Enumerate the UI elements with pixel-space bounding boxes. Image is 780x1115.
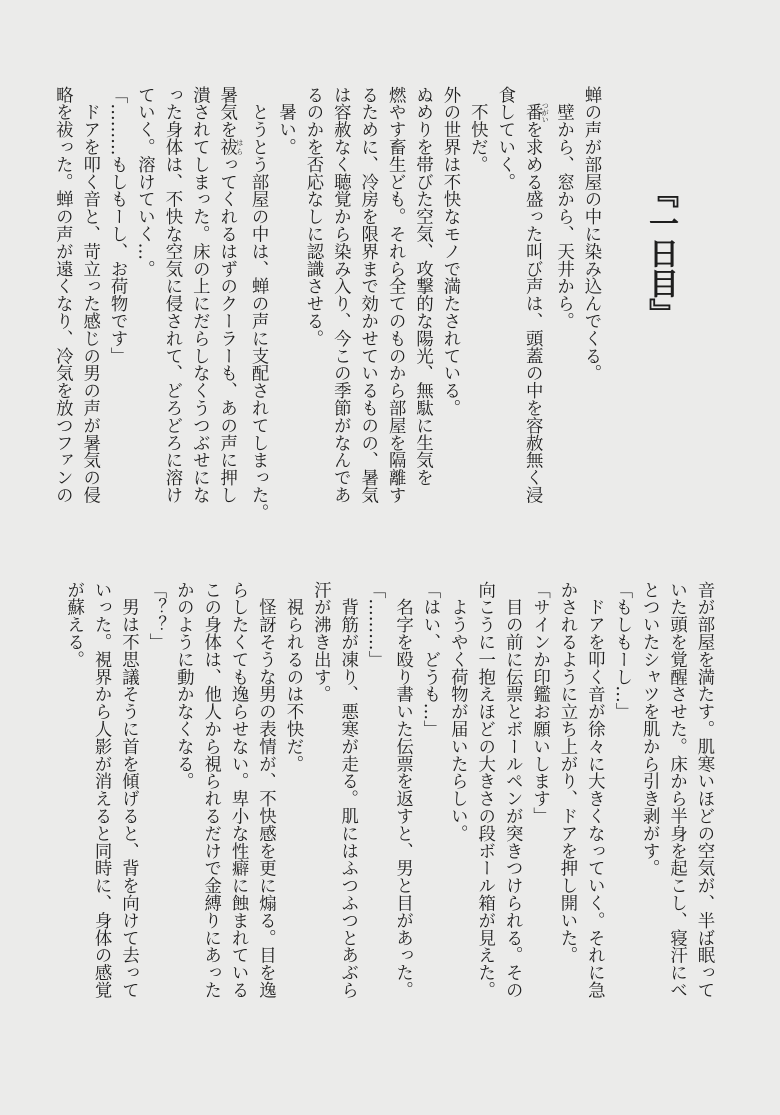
ruby-base: 祓 bbox=[216, 138, 237, 156]
ruby-base: 番 bbox=[522, 101, 543, 123]
text-line bbox=[75, 86, 102, 526]
text-line bbox=[580, 581, 607, 1011]
text-segment: 怪訝そうな男の表情が、不快感を更に煽る。目を逸 bbox=[255, 581, 276, 999]
text-segment: った身体は、不快な空気に侵されて、どろどろに溶け bbox=[161, 86, 182, 504]
text-line bbox=[388, 581, 415, 1011]
text-line bbox=[549, 86, 576, 526]
text-line bbox=[244, 86, 271, 526]
text-line bbox=[279, 581, 306, 1011]
text-segment: 「もしもーし…」 bbox=[611, 581, 632, 721]
text-segment: 燃やす畜生ども。それら全てのものから部屋を隔離す bbox=[385, 86, 406, 504]
text-segment: るために、冷房を限界まで効かせているものの、暑気 bbox=[357, 86, 378, 504]
ruby-reading: はら bbox=[235, 138, 244, 156]
text-line bbox=[662, 581, 689, 1011]
text-line bbox=[470, 581, 497, 1011]
ruby-word bbox=[522, 101, 550, 123]
text-line bbox=[196, 581, 223, 1011]
text-line bbox=[553, 581, 580, 1011]
text-line bbox=[498, 581, 525, 1011]
text-line bbox=[299, 86, 326, 526]
text-segment: 音が部屋を満たす。肌寒いほどの空気が、半ば眠って bbox=[694, 581, 714, 999]
text-segment: 背筋が凍り、悪寒が走る。肌にはふつふつとあぶら bbox=[337, 581, 358, 999]
text-segment: とうとう部屋の中は、蝉の声に支配されてしまった。 bbox=[248, 86, 269, 521]
text-segment: 向こうに一抱えほどの大きさの段ボール箱が見えた。 bbox=[474, 581, 495, 999]
text-block-bottom bbox=[59, 581, 717, 1011]
text-segment: ドアを叩く音が徐々に大きくなっていく。それに急 bbox=[584, 581, 605, 999]
text-segment: ていく。溶けていく…。 bbox=[134, 86, 155, 278]
text-line bbox=[635, 581, 662, 1011]
text-line bbox=[185, 86, 212, 526]
text-segment: 「？？」 bbox=[145, 581, 166, 651]
text-line bbox=[114, 581, 141, 1011]
text-line bbox=[408, 86, 435, 526]
text-segment: 「はい、どうも…」 bbox=[419, 581, 440, 738]
text-line bbox=[141, 581, 168, 1011]
ruby-word bbox=[216, 138, 244, 156]
text-segment: 潰されてしまった。床の上にだらしなくうつぶせにな bbox=[189, 86, 210, 504]
chapter-title: 『一日目』 bbox=[643, 178, 678, 328]
text-line bbox=[271, 86, 298, 526]
text-line bbox=[103, 86, 130, 526]
text-segment: 外の世界は不快なモノで満たされている。 bbox=[439, 86, 460, 417]
text-segment: ドアを叩く音と、苛立った感じの男の声が暑気の侵 bbox=[79, 86, 100, 504]
text-line bbox=[169, 581, 196, 1011]
text-block-top bbox=[48, 86, 604, 526]
text-segment: ぬめりを帯びた空気、攻撃的な陽光、無駄に生気を bbox=[412, 86, 433, 487]
text-line bbox=[690, 581, 717, 1011]
text-segment: この身体は、他人から視られるだけで金縛りにあった bbox=[200, 581, 221, 999]
text-segment: 「………もしもーし、お荷物です」 bbox=[107, 86, 128, 365]
text-segment: が蘇える。 bbox=[63, 581, 84, 668]
text-segment: かされるように立ち上がり、ドアを押し開いた。 bbox=[556, 581, 577, 964]
text-line bbox=[463, 86, 490, 526]
text-line bbox=[130, 86, 157, 526]
text-segment: ようやく荷物が届いたらしい。 bbox=[447, 581, 468, 842]
text-segment: 食していく。 bbox=[494, 86, 515, 191]
text-segment: 壁から、窓から、天井から。 bbox=[553, 86, 574, 330]
text-segment: かのように動かなくなる。 bbox=[173, 581, 194, 790]
text-line bbox=[353, 86, 380, 526]
text-line bbox=[490, 86, 517, 526]
text-segment: 汗が沸き出す。 bbox=[310, 581, 331, 703]
text-segment: は容赦なく聴覚から染み入り、今この季節がなんであ bbox=[330, 86, 351, 504]
text-segment: を求める盛った叫び声は、頭蓋の中を容赦無く浸 bbox=[522, 120, 543, 504]
text-line bbox=[518, 86, 549, 526]
text-segment: ってくれるはずのクーラーも、あの声に押し bbox=[216, 155, 237, 504]
text-line bbox=[326, 86, 353, 526]
text-line bbox=[333, 581, 360, 1011]
text-segment: 男は不思議そうに首を傾げると、背を向けて去って bbox=[118, 581, 139, 999]
text-line bbox=[87, 581, 114, 1011]
text-segment: 蝉の声が部屋の中に染み込んでくる。 bbox=[581, 86, 601, 382]
text-line bbox=[381, 86, 408, 526]
text-segment: るのかを否応なしに認識させる。 bbox=[302, 86, 323, 347]
text-line bbox=[59, 581, 86, 1011]
text-segment: 略を祓った。蝉の声が遠くなり、冷気を放つファンの bbox=[52, 86, 73, 504]
text-line bbox=[224, 581, 251, 1011]
text-line bbox=[416, 581, 443, 1011]
text-segment: 「サインか印鑑お願いします」 bbox=[529, 581, 550, 825]
text-segment: 名字を殴り書いた伝票を返すと、男と目があった。 bbox=[392, 581, 413, 999]
text-segment: 不快だ。 bbox=[467, 86, 488, 173]
text-line bbox=[158, 86, 185, 526]
text-line bbox=[436, 86, 463, 526]
text-line bbox=[443, 581, 470, 1011]
text-segment: 視られるのは不快だ。 bbox=[282, 581, 303, 773]
text-segment: とついたシャツを肌から引き剥がす。 bbox=[639, 581, 660, 877]
text-segment: いった。視界から人影が消えると同時に、身体の感覚 bbox=[91, 581, 112, 999]
text-line bbox=[577, 86, 604, 526]
text-segment: らしたくても逸らせない。卑小な性癖に蝕まれている bbox=[228, 581, 249, 999]
text-segment: 「………」 bbox=[365, 581, 386, 668]
text-segment: 暑気を bbox=[216, 86, 237, 139]
text-segment: いた頭を覚醒させた。床から半身を起こし、寝汗にべ bbox=[666, 581, 687, 999]
text-line bbox=[525, 581, 552, 1011]
text-line bbox=[306, 581, 333, 1011]
ruby-reading: つがい bbox=[541, 101, 550, 123]
text-line bbox=[251, 581, 278, 1011]
text-line bbox=[212, 86, 243, 526]
text-line bbox=[48, 86, 75, 526]
text-segment: 目の前に伝票とボールペンが突きつけられる。その bbox=[502, 581, 523, 999]
text-line bbox=[361, 581, 388, 1011]
text-segment: 暑い。 bbox=[275, 86, 296, 156]
text-line bbox=[607, 581, 634, 1011]
